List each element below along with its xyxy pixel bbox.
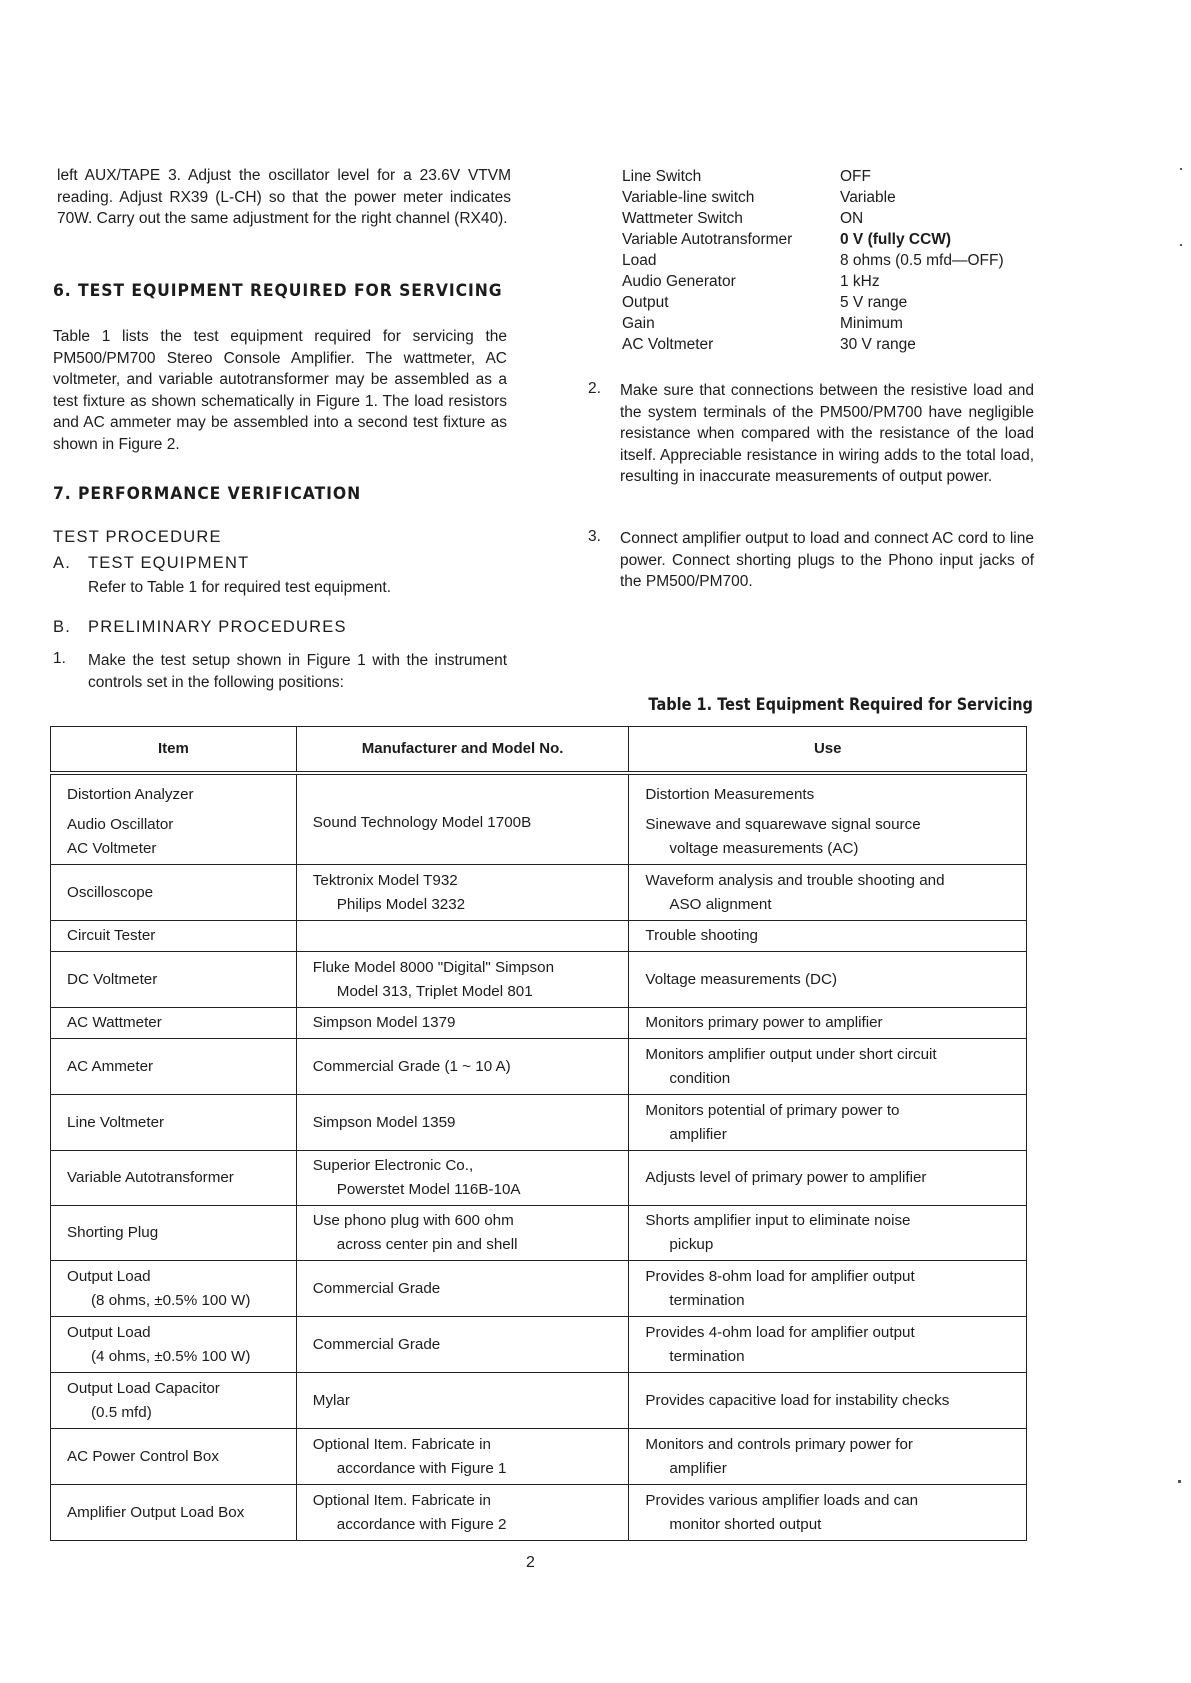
cell-item (51, 1039, 297, 1095)
cell-manufacturer (296, 952, 629, 1008)
header-manufacturer: Manufacturer and Model No. (296, 727, 629, 774)
use-line: Provides 4-ohm load for amplifier output (645, 1323, 915, 1341)
setting-name: Load (622, 252, 657, 269)
manufacturer-line: Mylar (312, 1391, 350, 1409)
item-line: Output Load (67, 1267, 151, 1285)
item-line: Audio Oscillator (67, 816, 174, 833)
item-line: Shorting Plug (67, 1224, 159, 1241)
manufacturer-line: Sound Technology Model 1700B (312, 814, 532, 831)
cell-item (51, 773, 297, 865)
setting-value: Minimum (840, 315, 903, 332)
table-row (51, 1039, 1027, 1095)
manufacturer-line: Fluke Model 8000 "Digital" Simpson (312, 958, 555, 976)
manufacturer-line: Commercial Grade (312, 1279, 441, 1297)
cell-item (51, 952, 297, 1008)
instrument-settings-list (622, 168, 1042, 368)
item-line: AC Voltmeter (67, 840, 157, 857)
setting-value: Variable (840, 189, 896, 206)
setting-name: Variable-line switch (622, 189, 755, 206)
use-line: Trouble shooting (645, 927, 758, 944)
cell-use (629, 1008, 1027, 1039)
table-row (51, 1095, 1027, 1151)
cell-manufacturer (296, 1039, 629, 1095)
setting-name: Output (622, 294, 669, 311)
table-row (51, 1317, 1027, 1373)
table-row (51, 1206, 1027, 1261)
setting-value: 5 V range (840, 294, 908, 311)
step-3-number: 3. (588, 528, 601, 545)
cell-manufacturer (296, 865, 629, 921)
cell-use (629, 1373, 1027, 1429)
sub-b-title: PRELIMINARY PROCEDURES (88, 618, 347, 636)
cell-item (51, 1373, 297, 1429)
table-row (51, 1261, 1027, 1317)
use-line: Adjusts level of primary power to amplifier (645, 1169, 927, 1186)
cell-manufacturer (296, 1206, 629, 1261)
cell-use (629, 1485, 1027, 1541)
cell-manufacturer (296, 1485, 629, 1541)
cell-use (629, 921, 1027, 952)
item-line: AC Power Control Box (67, 1447, 219, 1465)
table-row (51, 952, 1027, 1008)
item-line: (8 ohms, ±0.5% 100 W) (91, 1291, 251, 1309)
manufacturer-line: Commercial Grade (1 ~ 10 A) (312, 1057, 511, 1075)
setting-value: 8 ohms (0.5 mfd—OFF) (840, 252, 1004, 269)
use-line: amplifier (669, 1125, 727, 1143)
cell-use (629, 1261, 1027, 1317)
cell-use (629, 773, 1027, 865)
use-line: Provides capacitive load for instability checks (645, 1391, 950, 1409)
use-line: pickup (669, 1236, 714, 1253)
setting-name: Audio Generator (622, 273, 736, 290)
manufacturer-line: Model 313, Triplet Model 801 (336, 982, 533, 1000)
table-row (51, 1151, 1027, 1206)
cell-item (51, 865, 297, 921)
section-6-heading: 6. TEST EQUIPMENT REQUIRED FOR SERVICING (53, 281, 503, 301)
scan-speck (1180, 168, 1182, 170)
manufacturer-line: Tektronix Model T932 (312, 871, 458, 889)
cell-use (629, 1206, 1027, 1261)
item-line: Variable Autotransformer (67, 1169, 234, 1186)
setting-name: AC Voltmeter (622, 336, 714, 353)
manufacturer-line: Optional Item. Fabricate in (312, 1491, 491, 1509)
cell-manufacturer (296, 1373, 629, 1429)
test-procedure-label: TEST PROCEDURE (53, 528, 222, 546)
manufacturer-line: Superior Electronic Co., (312, 1157, 474, 1174)
manufacturer-line: Simpson Model 1359 (312, 1113, 456, 1131)
item-line: Output Load (67, 1323, 151, 1341)
table-caption: Table 1. Test Equipment Required for Servicing (648, 695, 1033, 714)
sub-a-body: Refer to Table 1 for required test equipment. (88, 579, 391, 596)
setting-value: 30 V range (840, 336, 916, 353)
cell-item (51, 1429, 297, 1485)
cell-use (629, 1317, 1027, 1373)
setting-value: OFF (840, 168, 871, 185)
use-line: Distortion Measurements (645, 786, 815, 803)
cell-item (51, 1008, 297, 1039)
item-line: Line Voltmeter (67, 1113, 165, 1131)
item-line: Distortion Analyzer (67, 786, 194, 803)
cell-item (51, 921, 297, 952)
sub-b-label: B. (53, 618, 71, 636)
use-line: voltage measurements (AC) (669, 840, 859, 857)
manufacturer-line: accordance with Figure 2 (336, 1515, 507, 1533)
use-line: Voltage measurements (DC) (645, 970, 838, 988)
cell-manufacturer (296, 1261, 629, 1317)
manufacturer-line: Powerstet Model 116B-10A (336, 1181, 521, 1198)
step-1-text: Make the test setup shown in Figure 1 with the instrument controls set in the following positions: (88, 652, 507, 691)
item-line: AC Ammeter (67, 1057, 154, 1075)
use-line: termination (669, 1291, 745, 1309)
cell-use (629, 1429, 1027, 1485)
cell-use (629, 1039, 1027, 1095)
step-3-text: Connect amplifier output to load and connect AC cord to line power. Connect shorting plugs to the Phono input jacks of the PM500/PM700. (620, 530, 1034, 590)
manufacturer-line: Commercial Grade (312, 1335, 441, 1353)
manufacturer-line: Optional Item. Fabricate in (312, 1435, 491, 1453)
setting-value: 0 V (fully CCW) (840, 231, 952, 248)
use-line: Provides 8-ohm load for amplifier output (645, 1267, 915, 1285)
manufacturer-line: Simpson Model 1379 (312, 1014, 456, 1031)
step-2-number: 2. (588, 380, 601, 397)
sub-a-title: TEST EQUIPMENT (88, 554, 250, 572)
item-line: Amplifier Output Load Box (67, 1503, 245, 1521)
use-line: Provides various amplifier loads and can (645, 1491, 919, 1509)
use-line: termination (669, 1347, 745, 1365)
use-line: Sinewave and squarewave signal source (645, 816, 921, 833)
item-line: (0.5 mfd) (91, 1403, 152, 1421)
test-equipment-table (50, 726, 1027, 1541)
section-7-heading: 7. PERFORMANCE VERIFICATION (53, 484, 362, 504)
cell-manufacturer (296, 1008, 629, 1039)
cell-item (51, 1095, 297, 1151)
intro-paragraph: left AUX/TAPE 3. Adjust the oscillator level for a 23.6V VTVM reading. Adjust RX39 (L-CH) so that the power meter indicates 70W. Carry out the same adjustment for the right channel (RX40). (57, 167, 511, 227)
sub-a-label: A. (53, 554, 71, 572)
cell-manufacturer (296, 1317, 629, 1373)
page-number: 2 (526, 1554, 535, 1571)
use-line: Monitors and controls primary power for (645, 1435, 913, 1453)
use-line: Monitors amplifier output under short circuit (645, 1045, 937, 1063)
header-use: Use (629, 727, 1027, 774)
table-row (51, 1429, 1027, 1485)
setting-value: 1 kHz (840, 273, 880, 290)
setting-name: Gain (622, 315, 655, 332)
use-line: monitor shorted output (669, 1515, 822, 1533)
cell-item (51, 1151, 297, 1206)
table-row (51, 865, 1027, 921)
cell-manufacturer (296, 1095, 629, 1151)
table-row (51, 1373, 1027, 1429)
table-body (51, 865, 1027, 1541)
cell-manufacturer (296, 1429, 629, 1485)
cell-use (629, 952, 1027, 1008)
table-header-row (51, 727, 1027, 774)
use-line: amplifier (669, 1459, 727, 1477)
setting-name: Variable Autotransformer (622, 231, 793, 248)
cell-use (629, 1095, 1027, 1151)
table-row (51, 1008, 1027, 1039)
item-line: Oscilloscope (67, 883, 154, 901)
cell-use (629, 865, 1027, 921)
section-6-body: Table 1 lists the test equipment required for servicing the PM500/PM700 Stereo Console Amplifier. The wattmeter, AC voltmeter, and variable autotransformer may be assembled as a test fixture as shown schematically in Figure 1. The load resistors and AC ammeter may be assembled into a second test fixture as shown in Figure 2. (53, 328, 507, 453)
use-line: Waveform analysis and trouble shooting and (645, 871, 945, 889)
setting-name: Wattmeter Switch (622, 210, 743, 227)
cell-manufacturer (296, 773, 629, 865)
cell-item (51, 1206, 297, 1261)
item-line: DC Voltmeter (67, 970, 158, 988)
item-line: Circuit Tester (67, 927, 156, 944)
cell-item (51, 1317, 297, 1373)
manufacturer-line: Use phono plug with 600 ohm (312, 1212, 514, 1229)
item-line: (4 ohms, ±0.5% 100 W) (91, 1347, 251, 1365)
cell-manufacturer (296, 1151, 629, 1206)
use-line: Shorts amplifier input to eliminate noise (645, 1212, 911, 1229)
manufacturer-line: accordance with Figure 1 (336, 1459, 507, 1477)
cell-use (629, 1151, 1027, 1206)
scan-speck (1180, 244, 1182, 246)
table-row (51, 773, 1027, 865)
item-line: AC Wattmeter (67, 1014, 162, 1031)
table-row (51, 1485, 1027, 1541)
step-2-text: Make sure that connections between the resistive load and the system terminals of the PM500/PM700 have negligible resistance when compared with the resistance of the load itself. Appreciable resistance in wiring adds to the total load, resulting in inaccurate measurements of output power. (620, 382, 1034, 485)
manufacturer-line: Philips Model 3232 (336, 895, 466, 913)
use-line: Monitors potential of primary power to (645, 1101, 900, 1119)
scan-speck (1178, 1480, 1181, 1483)
cell-item (51, 1261, 297, 1317)
use-line: ASO alignment (669, 895, 772, 913)
item-line: Output Load Capacitor (67, 1379, 220, 1397)
step-1-number: 1. (53, 650, 66, 667)
use-line: Monitors primary power to amplifier (645, 1014, 883, 1031)
cell-item (51, 1485, 297, 1541)
use-line: condition (669, 1069, 731, 1087)
table-row (51, 921, 1027, 952)
setting-name: Line Switch (622, 168, 702, 185)
cell-manufacturer (296, 921, 629, 952)
setting-value: ON (840, 210, 864, 227)
manufacturer-line: across center pin and shell (336, 1236, 518, 1253)
header-item: Item (51, 727, 297, 774)
